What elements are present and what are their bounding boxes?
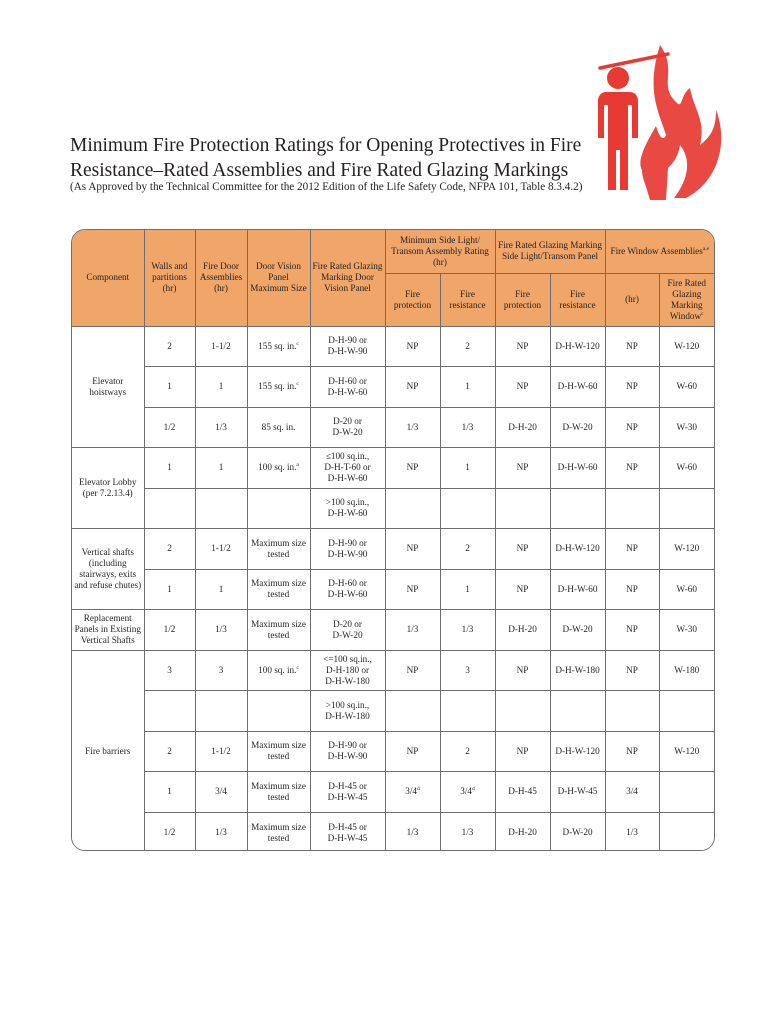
cell-door-value: 1: [218, 462, 224, 473]
cell-marking-fire-protection: [495, 529, 550, 570]
cell-window-marking: [659, 488, 714, 529]
group-label-elevator-hoistways: Elevator hoistways: [72, 326, 144, 448]
cell-window-marking: [659, 650, 714, 691]
table-row: [72, 772, 714, 813]
footnote-mark: c: [296, 381, 299, 388]
cell-side-light-fire-protection: [385, 529, 440, 570]
cell-window-marking-value: W-60: [676, 583, 697, 594]
cell-walls: [144, 650, 195, 691]
cell-walls-value: 1: [167, 462, 172, 473]
table-row: [72, 407, 714, 448]
cell-window-marking: [659, 691, 714, 732]
group-label-fire-barriers: Fire barriers: [72, 650, 144, 851]
ratings-table-container: [71, 229, 715, 851]
cell-window-marking: [659, 610, 714, 651]
cell-marking-fire-protection-value: D-H-20: [508, 421, 537, 432]
cell-marking-fire-resistance: [550, 488, 605, 529]
cell-side-light-fire-protection-value: 1/3: [406, 827, 419, 837]
cell-window-hr-value: NP: [626, 543, 638, 554]
cell-walls-value: 1/2: [163, 827, 176, 837]
cell-door-value: 3: [218, 664, 224, 675]
cell-window-hr: [605, 326, 659, 367]
cell-window-marking-value: W-30: [676, 624, 697, 635]
cell-marking-fire-protection: [495, 610, 550, 651]
cell-window-hr: [605, 691, 659, 732]
cell-door-value: 3/4: [215, 786, 227, 797]
cell-vision-panel: [247, 691, 310, 732]
cell-window-marking: [659, 448, 714, 489]
cell-marking-fire-resistance: [550, 772, 605, 813]
cell-marking-fire-resistance: [550, 650, 605, 691]
cell-marking-fire-resistance-value: D-H-W-120: [555, 543, 600, 554]
cell-marking-fire-resistance: [550, 610, 605, 651]
cell-side-light-fire-resistance-value: 1/3: [461, 624, 474, 635]
cell-side-light-fire-protection: [385, 326, 440, 367]
cell-marking-fire-resistance-value: D-H-W-45: [557, 786, 598, 797]
cell-vision-panel-value: 85 sq. in.: [261, 421, 296, 432]
cell-window-marking-value: W-60: [676, 381, 697, 392]
cell-door: [195, 772, 247, 813]
cell-walls: [144, 731, 195, 772]
col-header-fire-protection: Fire protection: [385, 273, 440, 326]
cell-side-light-fire-resistance: [440, 650, 495, 691]
table-row: [72, 367, 714, 408]
cell-marking-fire-protection: [495, 772, 550, 813]
cell-window-marking-value: W-30: [676, 421, 697, 432]
cell-glazing-marking: [310, 407, 385, 448]
page-title: [70, 133, 590, 183]
cell-side-light-fire-resistance-value: 3: [465, 664, 470, 675]
cell-window-hr: [605, 772, 659, 813]
cell-walls: [144, 772, 195, 813]
fire-person-icon: [588, 40, 728, 200]
cell-vision-panel-value: 100 sq. in.: [258, 664, 297, 675]
cell-window-marking-value: W-120: [674, 340, 700, 351]
cell-window-marking: [659, 731, 714, 772]
cell-side-light-fire-protection: [385, 731, 440, 772]
col-header-window-marking-label: Fire Rated Glazing Marking Window: [667, 277, 707, 321]
cell-window-hr: [605, 529, 659, 570]
cell-marking-fire-resistance: [550, 326, 605, 367]
cell-marking-fire-resistance-value: D-H-W-60: [557, 583, 598, 594]
cell-side-light-fire-resistance: [440, 326, 495, 367]
cell-window-hr-value: NP: [626, 664, 638, 675]
col-header-window-label: Fire Window Assemblies: [610, 245, 703, 256]
table-row: [72, 691, 714, 732]
cell-side-light-fire-protection-value: NP: [406, 583, 419, 594]
col-header-side-light-rating: Minimum Side Light/ Transom Assembly Rating (hr): [385, 230, 495, 273]
cell-side-light-fire-protection-value: 1/3: [406, 421, 419, 432]
cell-door: [195, 529, 247, 570]
cell-marking-fire-protection-value: D-H-45: [508, 786, 537, 797]
cell-glazing-marking-value: >100 sq.in., D-H-W-180: [325, 699, 370, 721]
col-header-component: Component: [72, 230, 144, 326]
cell-vision-panel: [247, 610, 310, 651]
cell-window-marking-value: W-60: [676, 462, 697, 473]
cell-walls: [144, 691, 195, 732]
cell-side-light-fire-resistance: [440, 529, 495, 570]
cell-window-marking: [659, 367, 714, 408]
group-label-vertical-shafts: Vertical shafts (including stairways, exits and refuse chutes): [72, 529, 144, 610]
table-row: [72, 650, 714, 691]
cell-walls: [144, 367, 195, 408]
cell-walls-value: 1/2: [163, 421, 176, 432]
cell-glazing-marking: [310, 367, 385, 408]
cell-side-light-fire-resistance: [440, 488, 495, 529]
cell-marking-fire-resistance-value: D-W-20: [562, 827, 593, 837]
cell-side-light-fire-resistance-value: 1: [465, 462, 470, 473]
cell-side-light-fire-protection-value: 1/3: [406, 624, 419, 635]
cell-walls-value: 2: [167, 745, 172, 756]
cell-vision-panel: [247, 731, 310, 772]
cell-door: [195, 812, 247, 851]
footnote-mark: a,e: [702, 245, 710, 252]
cell-side-light-fire-resistance: [440, 610, 495, 651]
col-header-walls: Walls and partitions (hr): [144, 230, 195, 326]
cell-side-light-fire-protection: [385, 812, 440, 851]
cell-glazing-marking: [310, 448, 385, 489]
cell-marking-fire-protection-value: NP: [516, 462, 529, 473]
cell-marking-fire-protection-value: NP: [516, 543, 529, 554]
cell-side-light-fire-resistance: [440, 569, 495, 610]
cell-window-hr: [605, 650, 659, 691]
cell-side-light-fire-resistance-value: 2: [465, 340, 470, 351]
cell-walls: [144, 407, 195, 448]
cell-marking-fire-resistance: [550, 812, 605, 851]
cell-marking-fire-resistance-value: D-H-W-180: [555, 664, 600, 675]
cell-glazing-marking: [310, 610, 385, 651]
cell-window-marking: [659, 569, 714, 610]
cell-vision-panel-value: 155 sq. in.: [258, 340, 297, 351]
cell-marking-fire-protection: [495, 731, 550, 772]
footnote-mark: a: [296, 462, 299, 469]
cell-side-light-fire-resistance-value: 1/3: [461, 421, 474, 432]
cell-door: [195, 731, 247, 772]
cell-door-value: 1: [218, 583, 224, 594]
col-header-vision-panel: Door Vision Panel Maximum Size: [247, 230, 310, 326]
cell-glazing-marking-value: D-H-45 or D-H-W-45: [327, 780, 368, 802]
cell-marking-fire-resistance-value: D-H-W-120: [555, 745, 600, 756]
cell-door-value: 1/3: [215, 827, 227, 837]
cell-marking-fire-resistance-value: D-H-W-60: [557, 462, 598, 473]
cell-marking-fire-resistance-value: D-W-20: [562, 624, 593, 635]
cell-glazing-marking-value: <=100 sq.in., D-H-180 or D-H-W-180: [323, 653, 372, 686]
cell-marking-fire-protection-value: NP: [516, 745, 529, 756]
cell-marking-fire-resistance: [550, 731, 605, 772]
cell-side-light-fire-resistance: [440, 731, 495, 772]
cell-side-light-fire-resistance: [440, 691, 495, 732]
footnote-mark: d: [472, 786, 475, 793]
table-row: [72, 569, 714, 610]
cell-window-hr-value: NP: [626, 462, 638, 473]
cell-side-light-fire-protection: [385, 610, 440, 651]
cell-side-light-fire-resistance: [440, 407, 495, 448]
cell-marking-fire-protection-value: NP: [516, 340, 529, 351]
cell-side-light-fire-protection-value: NP: [406, 664, 419, 675]
cell-vision-panel: [247, 367, 310, 408]
table-row: [72, 448, 714, 489]
cell-marking-fire-resistance: [550, 569, 605, 610]
table-row: [72, 731, 714, 772]
cell-window-hr-value: NP: [626, 745, 638, 756]
table-row: [72, 610, 714, 651]
cell-glazing-marking: [310, 529, 385, 570]
col-header-window-marking: [659, 273, 714, 326]
cell-walls: [144, 812, 195, 851]
cell-walls-value: 1: [167, 583, 172, 594]
cell-walls: [144, 569, 195, 610]
footnote-mark: c: [701, 310, 704, 317]
cell-glazing-marking: [310, 569, 385, 610]
cell-marking-fire-protection-value: D-H-20: [508, 624, 537, 635]
cell-glazing-marking: [310, 326, 385, 367]
cell-window-hr: [605, 407, 659, 448]
cell-side-light-fire-protection: [385, 488, 440, 529]
cell-window-marking-value: W-180: [674, 664, 700, 675]
title-line-1: Minimum Fire Protection Ratings for Opening Protectives in Fire: [70, 135, 582, 156]
cell-side-light-fire-protection-value: NP: [406, 543, 419, 554]
cell-window-hr: [605, 731, 659, 772]
cell-walls-value: 1: [167, 786, 172, 797]
cell-vision-panel: [247, 772, 310, 813]
cell-window-marking: [659, 326, 714, 367]
cell-side-light-fire-protection: [385, 448, 440, 489]
cell-marking-fire-resistance-value: D-H-W-60: [557, 381, 598, 392]
cell-side-light-fire-protection-value: NP: [406, 745, 419, 756]
cell-door-value: 1-1/2: [211, 745, 231, 756]
cell-vision-panel: [247, 448, 310, 489]
col-header-door: Fire Door Assemblies (hr): [195, 230, 247, 326]
cell-glazing-marking: [310, 488, 385, 529]
cell-side-light-fire-resistance-value: 1: [465, 583, 470, 594]
cell-vision-panel-value: 155 sq. in.: [258, 381, 297, 392]
cell-glazing-marking-value: D-H-90 or D-H-W-90: [327, 537, 368, 559]
cell-window-marking: [659, 529, 714, 570]
cell-window-hr-value: NP: [626, 624, 638, 635]
col-header-fire-protection-2: Fire protection: [495, 273, 550, 326]
cell-door: [195, 650, 247, 691]
cell-vision-panel-value: Maximum size tested: [251, 780, 306, 802]
cell-glazing-marking: [310, 691, 385, 732]
col-header-side-light-marking: Fire Rated Glazing Marking Side Light/Transom Panel: [495, 230, 605, 273]
cell-marking-fire-protection: [495, 569, 550, 610]
cell-door: [195, 691, 247, 732]
cell-vision-panel-value: Maximum size tested: [251, 618, 306, 640]
cell-vision-panel: [247, 812, 310, 851]
cell-glazing-marking: [310, 772, 385, 813]
cell-marking-fire-protection: [495, 691, 550, 732]
cell-side-light-fire-resistance: [440, 367, 495, 408]
cell-vision-panel: [247, 326, 310, 367]
cell-glazing-marking-value: >100 sq.in., D-H-W-60: [325, 497, 370, 519]
cell-side-light-fire-resistance-value: 1/3: [461, 827, 474, 837]
cell-window-hr-value: NP: [626, 421, 638, 432]
cell-glazing-marking-value: D-H-60 or D-H-W-60: [327, 578, 368, 600]
footnote-mark: c: [296, 664, 299, 671]
cell-vision-panel-value: 100 sq. in.: [258, 462, 297, 473]
cell-vision-panel-value: Maximum size tested: [251, 821, 306, 843]
cell-window-hr: [605, 812, 659, 851]
table-body: [72, 326, 714, 851]
cell-glazing-marking-value: D-H-90 or D-H-W-90: [327, 740, 368, 762]
cell-door: [195, 610, 247, 651]
cell-walls: [144, 488, 195, 529]
cell-window-marking: [659, 407, 714, 448]
cell-marking-fire-resistance: [550, 691, 605, 732]
page-subtitle: (As Approved by the Technical Committee for the 2012 Edition of the Life Safety Code, NFPA 101, Table 8.3.4.2): [70, 181, 583, 193]
cell-walls: [144, 326, 195, 367]
cell-glazing-marking-value: D-20 or D-W-20: [332, 416, 363, 438]
cell-door-value: 1-1/2: [211, 340, 231, 351]
cell-vision-panel-value: Maximum size tested: [251, 537, 306, 559]
cell-glazing-marking-value: D-20 or D-W-20: [332, 618, 363, 640]
cell-side-light-fire-protection: [385, 407, 440, 448]
cell-window-hr-value: NP: [626, 340, 638, 351]
table-row: [72, 529, 714, 570]
cell-window-hr: [605, 448, 659, 489]
cell-vision-panel: [247, 488, 310, 529]
cell-door-value: 1-1/2: [211, 543, 231, 554]
cell-marking-fire-protection-value: NP: [516, 664, 529, 675]
cell-marking-fire-protection: [495, 650, 550, 691]
cell-side-light-fire-resistance: [440, 812, 495, 851]
cell-side-light-fire-protection-value: 3/4: [405, 786, 417, 797]
footnote-mark: d: [417, 786, 420, 793]
cell-glazing-marking-value: D-H-45 or D-H-W-45: [327, 821, 368, 843]
group-label-replacement-panels: Replacement Panels in Existing Vertical Shafts: [72, 610, 144, 651]
cell-door: [195, 448, 247, 489]
cell-window-hr: [605, 367, 659, 408]
col-header-hr: (hr): [605, 273, 659, 326]
cell-window-marking: [659, 812, 714, 851]
cell-side-light-fire-resistance-value: 2: [465, 745, 470, 756]
cell-marking-fire-resistance-value: D-H-W-120: [555, 340, 600, 351]
cell-door: [195, 569, 247, 610]
cell-marking-fire-resistance: [550, 407, 605, 448]
cell-vision-panel: [247, 569, 310, 610]
cell-door-value: 1: [218, 381, 224, 392]
cell-glazing-marking: [310, 650, 385, 691]
cell-vision-panel: [247, 407, 310, 448]
cell-glazing-marking: [310, 731, 385, 772]
cell-marking-fire-protection: [495, 367, 550, 408]
cell-door: [195, 488, 247, 529]
cell-side-light-fire-resistance: [440, 772, 495, 813]
col-header-window: [605, 230, 714, 273]
cell-glazing-marking-value: D-H-60 or D-H-W-60: [327, 375, 368, 397]
cell-side-light-fire-protection: [385, 691, 440, 732]
cell-side-light-fire-protection: [385, 650, 440, 691]
cell-side-light-fire-protection-value: NP: [406, 381, 419, 392]
cell-side-light-fire-protection: [385, 772, 440, 813]
ratings-table: [72, 230, 714, 851]
cell-marking-fire-protection: [495, 326, 550, 367]
cell-walls: [144, 448, 195, 489]
cell-vision-panel: [247, 650, 310, 691]
cell-window-marking-value: W-120: [674, 543, 700, 554]
cell-glazing-marking: [310, 812, 385, 851]
table-row: [72, 812, 714, 851]
table-row: [72, 326, 714, 367]
header-row-1: [72, 230, 714, 273]
cell-side-light-fire-resistance-value: 2: [465, 543, 470, 554]
fire-person-logo: [588, 40, 728, 200]
cell-marking-fire-protection-value: NP: [516, 583, 529, 594]
cell-window-marking-value: W-120: [674, 745, 700, 756]
cell-marking-fire-resistance: [550, 367, 605, 408]
cell-side-light-fire-protection-value: NP: [406, 340, 419, 351]
cell-door: [195, 326, 247, 367]
cell-side-light-fire-resistance: [440, 448, 495, 489]
cell-door-value: 1/3: [215, 421, 227, 432]
cell-marking-fire-resistance: [550, 529, 605, 570]
col-header-fire-resistance: Fire resistance: [440, 273, 495, 326]
cell-side-light-fire-resistance-value: 1: [465, 381, 470, 392]
cell-window-marking: [659, 772, 714, 813]
table-row: [72, 488, 714, 529]
cell-vision-panel: [247, 529, 310, 570]
cell-window-hr-value: 1/3: [626, 827, 638, 837]
col-header-fire-resistance-2: Fire resistance: [550, 273, 605, 326]
cell-window-hr-value: 3/4: [626, 786, 638, 797]
footnote-mark: c: [296, 340, 299, 347]
cell-side-light-fire-protection-value: NP: [406, 462, 419, 473]
cell-walls-value: 3: [167, 664, 172, 675]
cell-window-hr: [605, 569, 659, 610]
cell-marking-fire-resistance-value: D-W-20: [562, 421, 593, 432]
cell-window-hr-value: NP: [626, 583, 638, 594]
cell-door: [195, 367, 247, 408]
col-header-glazing-marking: Fire Rated Glazing Marking Door Vision Panel: [310, 230, 385, 326]
cell-window-hr: [605, 610, 659, 651]
cell-walls-value: 2: [167, 543, 172, 554]
cell-walls: [144, 529, 195, 570]
cell-side-light-fire-protection: [385, 367, 440, 408]
cell-side-light-fire-resistance-value: 3/4: [460, 786, 472, 797]
cell-marking-fire-protection-value: D-H-20: [508, 827, 537, 837]
group-label-elevator-lobby: Elevator Lobby (per 7.2.13.4): [72, 448, 144, 529]
cell-window-hr-value: NP: [626, 381, 638, 392]
cell-walls-value: 1: [167, 381, 172, 392]
cell-vision-panel-value: Maximum size tested: [251, 578, 306, 600]
cell-walls: [144, 610, 195, 651]
cell-marking-fire-protection: [495, 488, 550, 529]
cell-glazing-marking-value: ≤100 sq.in., D-H-T-60 or D-H-W-60: [324, 451, 371, 484]
cell-marking-fire-resistance: [550, 448, 605, 489]
cell-vision-panel-value: Maximum size tested: [251, 740, 306, 762]
cell-door-value: 1/3: [215, 624, 227, 635]
cell-glazing-marking-value: D-H-90 or D-H-W-90: [327, 335, 368, 357]
cell-walls-value: 2: [167, 340, 172, 351]
cell-marking-fire-protection: [495, 448, 550, 489]
cell-window-hr: [605, 488, 659, 529]
cell-marking-fire-protection: [495, 407, 550, 448]
cell-marking-fire-protection: [495, 812, 550, 851]
title-line-2: Resistance–Rated Assemblies and Fire Rated Glazing Markings: [70, 160, 569, 181]
cell-door: [195, 407, 247, 448]
cell-side-light-fire-protection: [385, 569, 440, 610]
cell-marking-fire-protection-value: NP: [516, 381, 529, 392]
cell-walls-value: 1/2: [163, 624, 176, 635]
